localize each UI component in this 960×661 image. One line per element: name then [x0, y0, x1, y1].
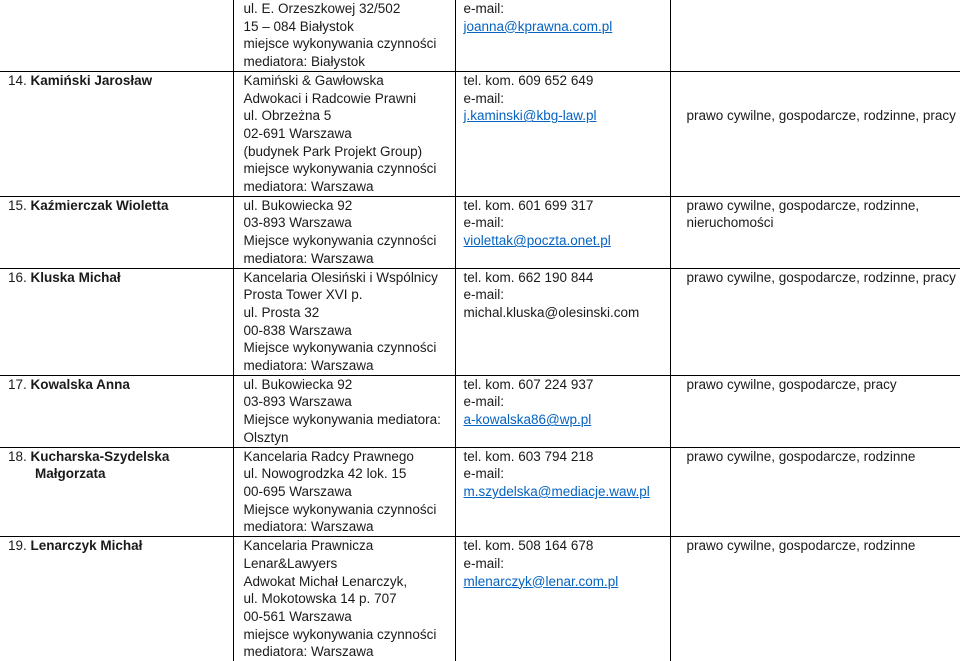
specialization-cell: [670, 375, 960, 447]
address-line: ul. Bukowiecka 92: [244, 197, 455, 215]
address-line: ul. Mokotowska 14 p. 707: [244, 590, 455, 608]
phone-number: tel. kom. 607 224 937: [464, 376, 670, 394]
mediator-number: 19.: [8, 538, 27, 553]
address-line: Miejsce wykonywania mediatora:: [244, 411, 455, 429]
email-link[interactable]: violettak@poczta.onet.pl: [464, 232, 670, 250]
table-row: [0, 0, 960, 71]
mediator-number: 15.: [8, 198, 27, 213]
specialization-cell: [670, 447, 960, 537]
contact-cell: [455, 447, 670, 537]
specialization-text: prawo cywilne, gospodarcze, pracy: [687, 376, 960, 394]
table-row: [0, 447, 960, 537]
contact-cell: [455, 375, 670, 447]
address-line: Miejsce wykonywania czynności: [244, 232, 455, 250]
phone-number: tel. kom. 601 699 317: [464, 197, 670, 215]
email-link[interactable]: a-kowalska86@wp.pl: [464, 411, 670, 429]
email-link[interactable]: joanna@kprawna.com.pl: [464, 18, 670, 36]
contact-cell: [455, 0, 670, 71]
address-line: miejsce wykonywania czynności: [244, 160, 455, 178]
contact-cell: [455, 268, 670, 375]
mediator-name-cell: [0, 268, 233, 375]
email-link[interactable]: j.kaminski@kbg-law.pl: [464, 107, 670, 125]
mediator-name-cell: [0, 71, 233, 196]
email-label: e-mail:: [464, 0, 670, 18]
specialization-cell: [670, 537, 960, 661]
contact-cell: [455, 196, 670, 268]
address-line: Miejsce wykonywania czynności: [244, 501, 455, 519]
table-row: [0, 268, 960, 375]
mediator-name: Kamiński Jarosław: [31, 73, 153, 88]
address-line: Olsztyn: [244, 429, 455, 447]
phone-number: tel. kom. 609 652 649: [464, 72, 670, 90]
email-address: michal.kluska@olesinski.com: [464, 304, 670, 322]
mediator-name-cell: [0, 537, 233, 661]
mediator-name: Kucharska-Szydelska: [31, 449, 170, 464]
address-cell: [233, 0, 455, 71]
mediator-number: 14.: [8, 73, 27, 88]
address-line: 03-893 Warszawa: [244, 393, 455, 411]
mediator-name-continued: Małgorzata: [8, 465, 233, 483]
address-line: ul. Prosta 32: [244, 304, 455, 322]
mediator-name-cell: [0, 447, 233, 537]
mediator-name: Kowalska Anna: [31, 377, 130, 392]
specialization-cell: [670, 0, 960, 71]
phone-number: tel. kom. 508 164 678: [464, 537, 670, 555]
address-line: Kancelaria Olesiński i Wspólnicy: [244, 269, 455, 287]
address-cell: [233, 196, 455, 268]
address-line: Miejsce wykonywania czynności: [244, 339, 455, 357]
address-line: mediatora: Warszawa: [244, 178, 455, 196]
address-line: Kamiński & Gawłowska: [244, 72, 455, 90]
specialization-cell: [670, 268, 960, 375]
address-line: 00-561 Warszawa: [244, 608, 455, 626]
table-row: [0, 196, 960, 268]
mediator-name: Kaźmierczak Wioletta: [31, 198, 169, 213]
address-line: miejsce wykonywania czynności: [244, 35, 455, 53]
table-row: [0, 537, 960, 661]
address-cell: [233, 71, 455, 196]
address-line: mediatora: Warszawa: [244, 357, 455, 375]
mediator-name: Lenarczyk Michał: [31, 538, 143, 553]
address-line: 00-695 Warszawa: [244, 483, 455, 501]
phone-number: tel. kom. 662 190 844: [464, 269, 670, 287]
contact-cell: [455, 537, 670, 661]
email-label: e-mail:: [464, 393, 670, 411]
address-line: ul. E. Orzeszkowej 32/502: [244, 0, 455, 18]
address-line: 03-893 Warszawa: [244, 214, 455, 232]
mediator-name-cell: [0, 196, 233, 268]
table-row: [0, 375, 960, 447]
address-line: Prosta Tower XVI p.: [244, 286, 455, 304]
email-link[interactable]: mlenarczyk@lenar.com.pl: [464, 573, 670, 591]
email-link[interactable]: m.szydelska@mediacje.waw.pl: [464, 483, 670, 501]
address-line: (budynek Park Projekt Group): [244, 143, 455, 161]
address-line: mediatora: Warszawa: [244, 643, 455, 661]
address-line: Lenar&Lawyers: [244, 555, 455, 573]
specialization-cell: [670, 71, 960, 196]
email-label: e-mail:: [464, 555, 670, 573]
address-cell: [233, 447, 455, 537]
address-line: ul. Bukowiecka 92: [244, 376, 455, 394]
address-line: mediatora: Warszawa: [244, 518, 455, 536]
phone-number: tel. kom. 603 794 218: [464, 448, 670, 466]
address-line: 00-838 Warszawa: [244, 322, 455, 340]
address-line: Kancelaria Prawnicza: [244, 537, 455, 555]
address-cell: [233, 537, 455, 661]
email-label: e-mail:: [464, 286, 670, 304]
mediator-name-cell: [0, 375, 233, 447]
mediator-number: 16.: [8, 270, 27, 285]
address-line: ul. Obrzeżna 5: [244, 107, 455, 125]
mediator-number: 18.: [8, 449, 27, 464]
address-line: ul. Nowogrodzka 42 lok. 15: [244, 465, 455, 483]
address-line: mediatora: Białystok: [244, 53, 455, 71]
specialization-text: prawo cywilne, gospodarcze, rodzinne, pracy: [687, 107, 960, 125]
address-line: 15 – 084 Białystok: [244, 18, 455, 36]
address-cell: [233, 375, 455, 447]
address-line: Adwokat Michał Lenarczyk,: [244, 573, 455, 591]
specialization-text: prawo cywilne, gospodarcze, rodzinne: [687, 537, 960, 555]
specialization-cell: [670, 196, 960, 268]
address-line: miejsce wykonywania czynności: [244, 626, 455, 644]
address-line: mediatora: Warszawa: [244, 250, 455, 268]
address-line: 02-691 Warszawa: [244, 125, 455, 143]
address-line: Adwokaci i Radcowie Prawni: [244, 90, 455, 108]
mediator-name-cell: [0, 0, 233, 71]
email-label: e-mail:: [464, 90, 670, 108]
mediator-name: Kluska Michał: [31, 270, 121, 285]
email-label: e-mail:: [464, 214, 670, 232]
contact-cell: [455, 71, 670, 196]
mediator-number: 17.: [8, 377, 27, 392]
address-cell: [233, 268, 455, 375]
address-line: Kancelaria Radcy Prawnego: [244, 448, 455, 466]
specialization-text: prawo cywilne, gospodarcze, rodzinne, pracy: [687, 269, 960, 287]
specialization-text: prawo cywilne, gospodarcze, rodzinne: [687, 448, 960, 466]
table-row: [0, 71, 960, 196]
email-label: e-mail:: [464, 465, 670, 483]
specialization-text: prawo cywilne, gospodarcze, rodzinne, nieruchomości: [687, 197, 960, 232]
